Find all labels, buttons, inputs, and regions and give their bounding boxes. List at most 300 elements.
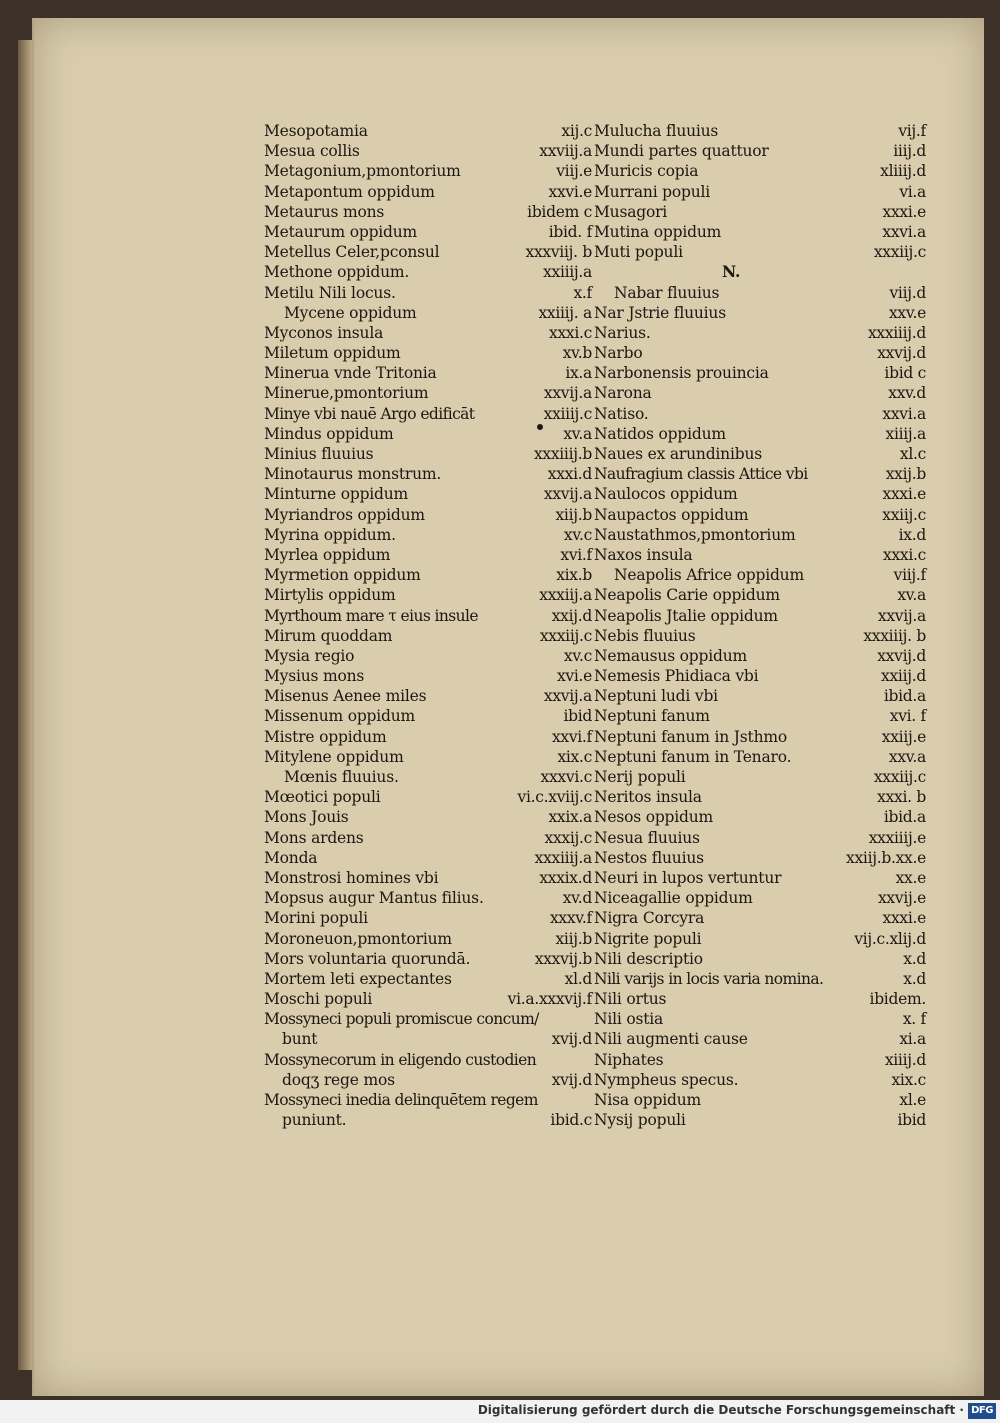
entry-term: Mors voluntaria quorundā. <box>264 949 471 968</box>
entry-reference: xxij.d <box>551 606 592 625</box>
index-entry <box>264 626 592 646</box>
entry-term: Myconos insula <box>264 323 384 342</box>
entry-reference: xij.c <box>561 122 592 140</box>
entry-term: Myrina oppidum. <box>264 525 396 544</box>
index-entry <box>264 1090 592 1110</box>
entry-reference: x. f <box>902 1010 926 1029</box>
entry-reference: xv.a <box>897 586 926 605</box>
entry-reference: xv.d <box>562 889 592 908</box>
entry-reference: xxv.a <box>888 747 926 766</box>
index-entry <box>264 929 592 949</box>
entry-reference: iiij.d <box>893 142 926 161</box>
index-entry <box>264 444 592 464</box>
entry-term: Mossyneci populi promiscue concum/ <box>264 1010 539 1029</box>
entry-reference: xxvi.a <box>882 404 926 423</box>
index-entry <box>264 363 592 383</box>
entry-reference: xxxvij.b <box>534 949 592 968</box>
index-entry <box>594 1110 926 1130</box>
index-entry <box>264 666 592 686</box>
entry-reference: xxvij.a <box>543 485 592 504</box>
index-entry <box>264 888 592 908</box>
entry-term: Natiso. <box>594 404 649 423</box>
entry-reference: xxiiij. a <box>538 303 592 322</box>
entry-term: Myrlea oppidum <box>264 545 391 564</box>
entry-term: Monstrosi homines vbi <box>264 868 439 887</box>
index-entry <box>594 888 926 908</box>
entry-reference: x.d <box>903 949 926 968</box>
entry-reference: xxiiij.c <box>543 404 592 423</box>
entry-reference: xxxiiij.e <box>868 828 926 847</box>
index-entry <box>264 161 592 181</box>
entry-term: Naues ex arundinibus <box>594 445 762 463</box>
index-entry <box>264 969 592 989</box>
entry-term: Minerue,pmontorium <box>264 384 429 403</box>
entry-term: Metilu Nili locus. <box>264 283 396 302</box>
index-entry <box>594 161 926 181</box>
index-entry <box>594 828 926 848</box>
entry-term: Murrani populi <box>594 182 711 201</box>
entry-reference: xiiij.a <box>885 424 926 443</box>
entry-term: Nesos oppidum <box>594 808 714 827</box>
entry-term: Nili ostia <box>594 1010 664 1029</box>
index-entry <box>264 606 592 626</box>
entry-reference: ibidem. <box>869 990 926 1009</box>
entry-term: Mindus oppidum <box>264 424 394 443</box>
entry-reference: xxxviij. b <box>525 243 592 262</box>
entry-reference: ibidem c <box>527 202 592 221</box>
entry-term: Muti populi <box>594 243 683 262</box>
index-entry <box>594 646 926 666</box>
entry-reference: xxxiij.a <box>539 586 592 605</box>
entry-reference: xxij.b <box>885 465 926 484</box>
footer-bar <box>0 1400 1000 1423</box>
entry-term: Minerua vnde Tritonia <box>264 364 437 383</box>
entry-reference: xxiij.c <box>882 505 926 524</box>
entry-reference: ibid.a <box>883 687 926 706</box>
entry-reference: xxviij.a <box>539 142 592 161</box>
entry-term: Minye vbi nauē Argo edificāt <box>264 404 475 423</box>
index-entry <box>264 565 592 585</box>
entry-term: N. <box>722 262 741 282</box>
entry-reference: xxvij.e <box>877 889 926 908</box>
entry-term: Nili augmenti cause <box>594 1030 748 1049</box>
entry-reference: xxv.d <box>888 384 926 403</box>
index-entry <box>594 868 926 888</box>
entry-term: Nili ortus <box>594 990 667 1009</box>
entry-reference: xi.a <box>899 1030 926 1049</box>
index-entry <box>594 323 926 343</box>
entry-term: Naxos insula <box>594 545 693 564</box>
index-entry <box>264 323 592 343</box>
index-entry <box>264 585 592 605</box>
entry-reference: xxxiiij. b <box>863 626 926 645</box>
index-entry <box>594 484 926 504</box>
index-entry <box>264 949 592 969</box>
entry-term: Minotaurus monstrum. <box>264 465 442 484</box>
entry-reference: xxvij.d <box>877 646 926 665</box>
entry-reference: xxxi. b <box>877 788 926 807</box>
entry-reference: ibid <box>897 1111 926 1130</box>
index-entry <box>594 1009 926 1029</box>
entry-term: Nesua fluuius <box>594 828 700 847</box>
index-entry <box>594 626 926 646</box>
entry-reference: xxiij.d <box>881 667 926 686</box>
entry-term: Narius. <box>594 323 651 342</box>
entry-term: Myriandros oppidum <box>264 505 425 524</box>
entry-term: Natidos oppidum <box>594 424 726 443</box>
entry-reference: xxxvi.c <box>540 768 592 786</box>
index-entry <box>264 868 592 888</box>
index-entry <box>594 807 926 827</box>
index-entry <box>594 202 926 222</box>
entry-term: Naulocos oppidum <box>594 485 738 504</box>
entry-term: Mœnis fluuius. <box>284 768 399 786</box>
index-entry <box>594 1090 926 1110</box>
entry-term: Musagori <box>594 202 668 221</box>
index-entry <box>594 606 926 626</box>
entry-term: Nabar fluuius <box>614 283 720 302</box>
entry-reference: xix.c <box>891 1070 926 1089</box>
index-entry <box>594 464 926 484</box>
entry-reference: x.f <box>573 283 592 302</box>
index-entry <box>264 343 592 363</box>
entry-reference: xix.c <box>557 747 592 766</box>
entry-reference: xxxi.e <box>882 485 926 504</box>
entry-term: Mistre oppidum <box>264 727 387 746</box>
index-entry <box>264 1050 592 1070</box>
entry-reference: ibid.a <box>883 808 926 827</box>
entry-reference: vij.f <box>898 122 926 140</box>
entry-term: Mulucha fluuius <box>594 122 719 140</box>
index-column-left <box>264 121 592 1130</box>
entry-term: Mortem leti expectantes <box>264 969 452 988</box>
entry-term: Mysia regio <box>264 646 355 665</box>
index-entry <box>594 141 926 161</box>
entry-reference: xxvij.a <box>877 606 926 625</box>
entry-reference: xxvij.d <box>877 344 926 363</box>
index-entry <box>594 686 926 706</box>
entry-term: Mossyneci inedia delinquētem regem <box>264 1091 538 1109</box>
entry-reference: xv.a <box>563 424 592 443</box>
index-entry <box>264 686 592 706</box>
entry-reference: xliiij.d <box>880 162 926 181</box>
entry-term: Moschi populi <box>264 990 373 1009</box>
entry-term: Neapolis Africe oppidum <box>614 566 804 585</box>
entry-term: Nerij populi <box>594 768 686 786</box>
entry-reference: xv.b <box>562 344 592 363</box>
entry-term: Neapolis Carie oppidum <box>594 586 780 605</box>
entry-reference: xvij.d <box>551 1030 592 1049</box>
entry-term: Mysius mons <box>264 667 365 686</box>
index-entry <box>264 747 592 767</box>
index-entry <box>264 767 592 787</box>
index-entry <box>264 1009 592 1029</box>
entry-reference: xxxiiij.a <box>534 848 592 867</box>
index-entry <box>594 222 926 242</box>
entry-reference: xvij.d <box>551 1070 592 1089</box>
index-entry <box>594 1029 926 1049</box>
entry-term: Narbonensis prouincia <box>594 364 769 383</box>
entry-reference: xxxv.f <box>549 909 592 928</box>
entry-term: Misenus Aenee miles <box>264 687 427 706</box>
entry-reference: xxxiiij.d <box>867 323 926 342</box>
entry-reference: xvi.f <box>560 545 592 564</box>
entry-term: Naupactos oppidum <box>594 505 749 524</box>
index-entry <box>594 767 926 787</box>
entry-term: Mesua collis <box>264 142 360 161</box>
entry-reference: xvi.e <box>556 667 592 686</box>
entry-term: Minius fluuius <box>264 445 374 463</box>
index-entry <box>594 706 926 726</box>
entry-reference: xxv.e <box>888 303 926 322</box>
entry-reference: xxvi.a <box>882 222 926 241</box>
entry-term: Muricis copia <box>594 162 699 181</box>
entry-term: Neptuni fanum in Jsthmo <box>594 727 787 746</box>
index-entry <box>594 727 926 747</box>
entry-term: Neritos insula <box>594 788 702 807</box>
entry-reference: xxxiij.c <box>873 243 926 262</box>
entry-term: Mons ardens <box>264 828 364 847</box>
index-entry <box>264 1070 592 1090</box>
entry-term: Myrthoum mare τ eius insule <box>264 606 478 625</box>
index-entry <box>264 182 592 202</box>
entry-term: Neptuni ludi vbi <box>594 687 718 706</box>
entry-term: Mutina oppidum <box>594 222 722 241</box>
entry-reference: vi.c.xviij.c <box>517 788 592 807</box>
index-entry <box>264 202 592 222</box>
entry-term: Nemesis Phidiaca vbi <box>594 667 759 686</box>
index-entry <box>264 807 592 827</box>
entry-term: Nisa oppidum <box>594 1091 701 1109</box>
entry-reference: xxxi.e <box>882 909 926 928</box>
index-entry <box>264 303 592 323</box>
entry-reference: xxxi.c <box>883 545 926 564</box>
entry-term: Missenum oppidum <box>264 707 416 726</box>
footer-credit: Digitalisierung gefördert durch die Deutsche Forschungsgemeinschaft · <box>477 1403 964 1417</box>
index-entry <box>264 787 592 807</box>
entry-reference: xx.e <box>895 868 926 887</box>
entry-reference: x.d <box>903 969 926 988</box>
entry-term: Monda <box>264 848 318 867</box>
entry-reference: xxiij.b.xx.e <box>846 848 926 867</box>
entry-term: Mopsus augur Mantus filius. <box>264 889 484 908</box>
entry-term: Nysij populi <box>594 1111 686 1130</box>
entry-reference: ix.a <box>565 364 592 383</box>
entry-reference: xl.e <box>899 1091 926 1109</box>
entry-term: Nili descriptio <box>594 949 703 968</box>
index-entry <box>594 424 926 444</box>
index-column-right <box>594 121 926 1130</box>
entry-reference: viij.e <box>556 162 592 181</box>
entry-term: Nestos fluuius <box>594 848 704 867</box>
entry-reference: xxvi.f <box>551 727 592 746</box>
index-entry <box>594 929 926 949</box>
entry-term: Neptuni fanum in Tenaro. <box>594 747 792 766</box>
entry-reference: xv.c <box>563 646 592 665</box>
entry-term: Miletum oppidum <box>264 344 401 363</box>
entry-term: Nebis fluuius <box>594 626 696 645</box>
index-entry <box>264 646 592 666</box>
entry-term: Minturne oppidum <box>264 485 409 504</box>
entry-reference: xxxiij.c <box>539 626 592 645</box>
index-entry <box>594 242 926 262</box>
index-entry <box>264 262 592 282</box>
index-entry <box>594 908 926 928</box>
index-entry <box>264 464 592 484</box>
entry-reference: xxiiij.a <box>543 263 592 282</box>
index-entry <box>594 182 926 202</box>
entry-term: Metaurus mons <box>264 202 385 221</box>
index-entry <box>594 545 926 565</box>
entry-term: Mons Jouis <box>264 808 349 827</box>
index-entry <box>594 303 926 323</box>
index-entry <box>264 848 592 868</box>
entry-reference: xxxi.c <box>549 323 592 342</box>
index-entry <box>594 565 926 585</box>
entry-reference: xxix.a <box>548 808 592 827</box>
index-entry <box>264 383 592 403</box>
entry-term: Neapolis Jtalie oppidum <box>594 606 778 625</box>
entry-term: Narbo <box>594 344 643 363</box>
entry-term: Nigra Corcyra <box>594 909 705 928</box>
entry-term: Metellus Celer,pconsul <box>264 243 440 262</box>
entry-term: Neptuni fanum <box>594 707 710 726</box>
index-entry <box>264 828 592 848</box>
index-entry <box>264 222 592 242</box>
entry-term: Nili varijs in locis varia nomina. <box>594 969 824 988</box>
entry-reference: ibid <box>563 707 592 726</box>
entry-reference: vi.a <box>899 182 926 201</box>
entry-term: Narona <box>594 384 652 403</box>
index-entry <box>594 1050 926 1070</box>
entry-term: Mesopotamia <box>264 122 368 140</box>
entry-reference: xxxi.d <box>547 465 592 484</box>
index-entry <box>264 545 592 565</box>
entry-term: Mossynecorum in eligendo custodien <box>264 1050 537 1069</box>
entry-reference: xiiij.d <box>884 1050 926 1069</box>
entry-term: Morini populi <box>264 909 368 928</box>
index-entry <box>264 283 592 303</box>
entry-reference: xvi. f <box>889 707 926 726</box>
index-entry <box>264 706 592 726</box>
index-entry <box>264 404 592 424</box>
index-entry <box>264 1110 592 1130</box>
entry-reference: ix.d <box>898 525 926 544</box>
entry-reference: vij.c.xlij.d <box>854 929 926 948</box>
entry-reference: ibid. f <box>548 222 592 241</box>
entry-term: Nigrite populi <box>594 929 702 948</box>
entry-term: bunt <box>282 1030 318 1049</box>
entry-term: Nar Jstrie fluuius <box>594 303 726 322</box>
entry-term: Naustathmos,pmontorium <box>594 525 796 544</box>
index-entry <box>594 848 926 868</box>
entry-term: Mœotici populi <box>264 788 381 807</box>
index-entry <box>594 969 926 989</box>
entry-reference: xxxiij.c <box>873 768 926 786</box>
index-entry <box>594 444 926 464</box>
entry-reference: ibid.c <box>550 1111 592 1130</box>
entry-reference: xix.b <box>556 566 592 585</box>
entry-reference: xxxix.d <box>539 868 592 887</box>
entry-term: Mitylene oppidum <box>264 747 404 766</box>
entry-term: Myrmetion oppidum <box>264 566 421 585</box>
entry-term: Mirum quoddam <box>264 626 393 645</box>
entry-term: Mycene oppidum <box>284 303 417 322</box>
entry-term: Niceagallie oppidum <box>594 889 753 908</box>
entry-reference: ibid c <box>884 364 926 383</box>
index-entry <box>594 666 926 686</box>
entry-reference: xxvij.a <box>543 384 592 403</box>
index-entry <box>264 141 592 161</box>
index-entry <box>594 262 926 282</box>
entry-reference: xxxij.c <box>544 828 592 847</box>
index-entry <box>594 404 926 424</box>
index-entry <box>594 949 926 969</box>
entry-term: Mirtylis oppidum <box>264 586 396 605</box>
index-entry <box>594 787 926 807</box>
entry-reference: vi.a.xxxvij.f <box>507 990 592 1009</box>
entry-reference: xiij.b <box>555 505 592 524</box>
index-entry <box>264 121 592 141</box>
index-entry <box>594 383 926 403</box>
entry-reference: xxvi.e <box>548 182 592 201</box>
index-entry <box>594 343 926 363</box>
entry-term: Nympheus specus. <box>594 1070 739 1089</box>
index-entry <box>594 989 926 1009</box>
index-entry <box>264 727 592 747</box>
entry-term: Metaurum oppidum <box>264 222 418 241</box>
index-entry <box>264 989 592 1009</box>
entry-term: Nemausus oppidum <box>594 646 748 665</box>
index-entry <box>264 525 592 545</box>
index-entry <box>264 1029 592 1049</box>
entry-reference: xxxiiij.b <box>533 445 592 463</box>
index-entry <box>594 505 926 525</box>
entry-term: doqʒ rege mos <box>282 1070 395 1089</box>
entry-term: puniunt. <box>282 1111 347 1130</box>
entry-reference: xl.d <box>564 969 592 988</box>
entry-term: Metagonium,pmontorium <box>264 162 461 181</box>
entry-term: Neuri in lupos vertuntur <box>594 868 782 887</box>
entry-reference: xxiij.e <box>881 727 926 746</box>
index-entry <box>264 242 592 262</box>
entry-term: Moroneuon,pmontorium <box>264 929 452 948</box>
entry-term: Naufragium classis Attice vbi <box>594 465 808 484</box>
index-entry <box>594 121 926 141</box>
entry-reference: xl.c <box>899 445 926 463</box>
index-entry <box>594 283 926 303</box>
index-entry <box>264 505 592 525</box>
index-entry <box>594 585 926 605</box>
entry-term: Niphates <box>594 1050 664 1069</box>
entry-reference: xv.c <box>563 525 592 544</box>
index-entry <box>594 363 926 383</box>
index-entry <box>594 525 926 545</box>
entry-term: Metapontum oppidum <box>264 182 435 201</box>
ink-speck <box>537 424 543 430</box>
index-entry <box>594 747 926 767</box>
dfg-logo-icon: DFG <box>968 1403 996 1419</box>
index-entry <box>264 908 592 928</box>
entry-reference: viij.d <box>889 283 926 302</box>
entry-reference: xxxi.e <box>882 202 926 221</box>
entry-reference: xiij.b <box>555 929 592 948</box>
index-entry <box>264 484 592 504</box>
entry-term: Methone oppidum. <box>264 263 410 282</box>
entry-reference: xxvij.a <box>543 687 592 706</box>
entry-term: Mundi partes quattuor <box>594 142 769 161</box>
entry-reference: viij.f <box>893 566 926 585</box>
